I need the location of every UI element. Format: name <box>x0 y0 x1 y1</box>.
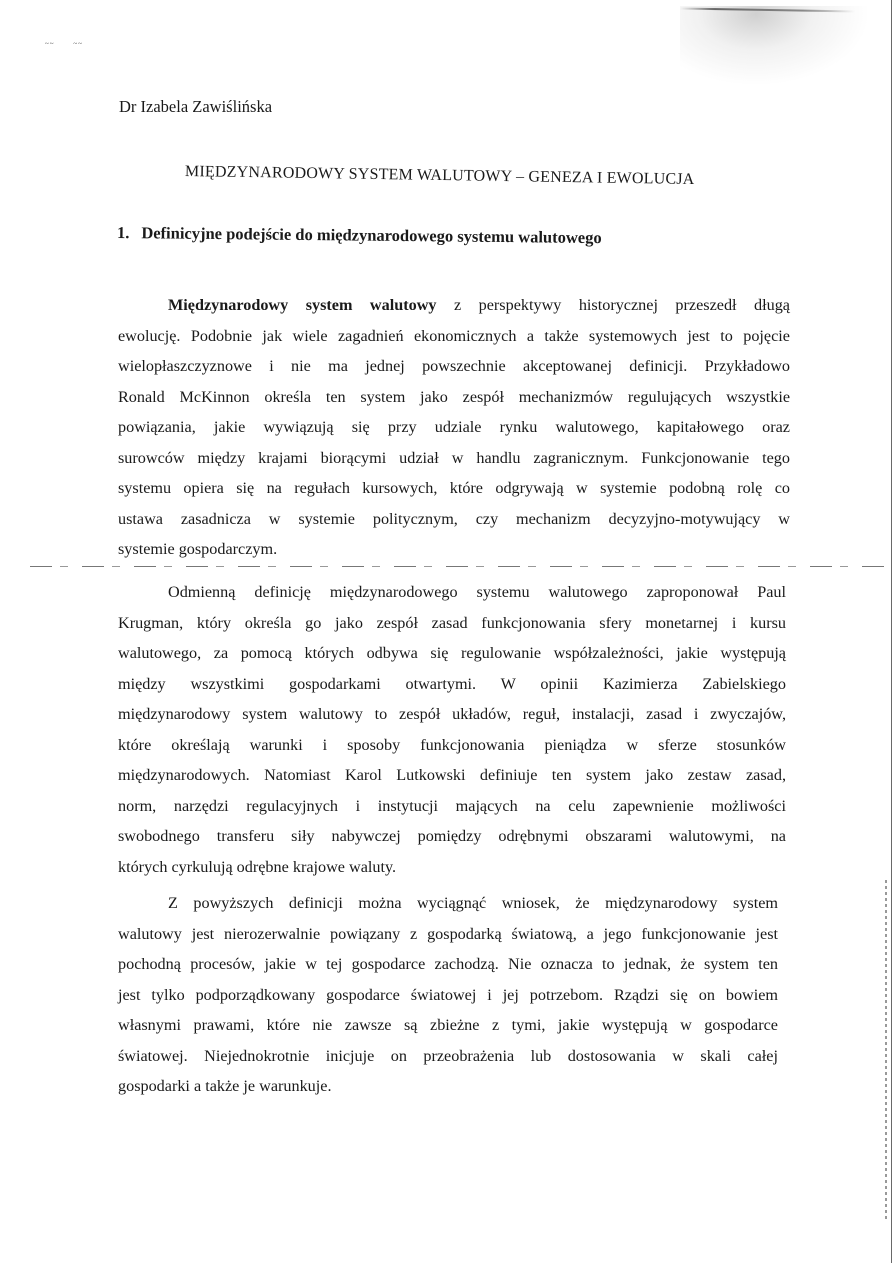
author-name: Dr Izabela Zawiślińska <box>119 97 273 116</box>
document-title: MIĘDZYNARODOWY SYSTEM WALUTOWY – GENEZA I EWOLUCJA <box>184 163 695 189</box>
text-line: gospodarki a także je warunkuje. <box>118 1077 332 1095</box>
section-title: Definicyjne podejście do międzynarodowego systemu walutowego <box>141 223 602 248</box>
text-line: między wszystkimi gospodarkami otwartymi. W opinii Kazimierza Zabielskiego <box>118 674 786 693</box>
text-line: norm, narzędzi regulacyjnych i instytucji mających na celu zapewnienie możliwości <box>118 796 786 815</box>
bold-lead-text: Międzynarodowy system walutowy <box>168 296 437 314</box>
text-line: światowej. Niejednokrotnie inicjuje on przeobrażenia lub dostosowania w skali całej <box>118 1046 778 1065</box>
text-line: których cyrkulują odrębne krajowe waluty. <box>118 857 397 876</box>
text-line: systemie gospodarczym. <box>118 540 278 558</box>
paragraph-1 <box>118 290 790 565</box>
scan-artifact <box>680 6 870 86</box>
page-edge-shadow <box>885 880 887 1220</box>
text-line: międzynarodowy system walutowy to zespół układów, reguł, instalacji, zasad i zwyczajów, <box>118 705 786 723</box>
corner-marks <box>45 40 99 48</box>
text-line: walutowego, za pomocą których odbywa się regulowanie współzależności, jakie występują <box>118 644 786 662</box>
paragraph-3 <box>118 888 778 1102</box>
section-number: 1. <box>116 223 130 243</box>
text-line: powiązania, jakie wywiązują się przy udziale rynku walutowego, kapitałowego oraz <box>118 418 790 436</box>
text-line: które określają warunki i sposoby funkcjonowania pieniądza w sferze stosunków <box>118 735 786 754</box>
text-line: swobodnego transferu siły nabywczej pomiędzy odrębnymi obszarami walutowymi, na <box>118 827 786 845</box>
text-line: systemu opiera się na regułach kursowych, które odgrywają w systemie podobną rolę co <box>118 479 790 497</box>
text-line: własnymi prawami, które nie zawsze są zbieżne z tymi, jakie występują w gospodarce <box>118 1016 778 1034</box>
text-line: ustawa zasadnicza w systemie politycznym, czy mechanizm decyzyjno-motywujący w <box>118 509 790 528</box>
text-line: wielopłaszczyznowe i nie ma jednej powszechnie akceptowanej definicji. Przykładowo <box>118 357 790 375</box>
text-fragment: z perspektywy historycznej przeszedł długą <box>436 296 790 314</box>
corner-mark: ~~ <box>73 40 83 48</box>
text-line: pochodną procesów, jakie w tej gospodarce zachodzą. Nie oznacza to jednak, że system ten <box>118 955 778 973</box>
text-line: jest tylko podporządkowany gospodarce światowej i jej potrzebom. Rządzi się on bowiem <box>118 985 778 1004</box>
text-line: ewolucję. Podobnie jak wiele zagadnień ekonomicznych a także systemowych jest to pojęcie <box>118 326 790 345</box>
section-heading <box>117 223 602 248</box>
text-line: międzynarodowych. Natomiast Karol Lutkowski definiuje ten system jako zestaw zasad, <box>118 766 786 784</box>
page-edge <box>891 0 892 1263</box>
text-line: Ronald McKinnon określa ten system jako zespół mechanizmów regulujących wszystkie <box>118 387 790 406</box>
corner-mark: ~~ <box>45 40 55 48</box>
paragraph-2 <box>118 577 786 882</box>
text-line: Z powyższych definicji można wyciągnąć wniosek, że międzynarodowy system <box>168 894 778 912</box>
text-line: Odmienną definicję międzynarodowego systemu walutowego zaproponował Paul <box>168 583 786 601</box>
text-line <box>118 290 790 321</box>
text-line: walutowy jest nierozerwalnie powiązany z gospodarką światową, a jego funkcjonowanie jest <box>118 924 778 943</box>
text-line: Krugman, który określa go jako zespół zasad funkcjonowania sfery monetarnej i kursu <box>118 613 786 632</box>
text-line: surowców między krajami biorącymi udział w handlu zagranicznym. Funkcjonowanie tego <box>118 448 790 467</box>
fold-line-artifact <box>30 566 890 567</box>
